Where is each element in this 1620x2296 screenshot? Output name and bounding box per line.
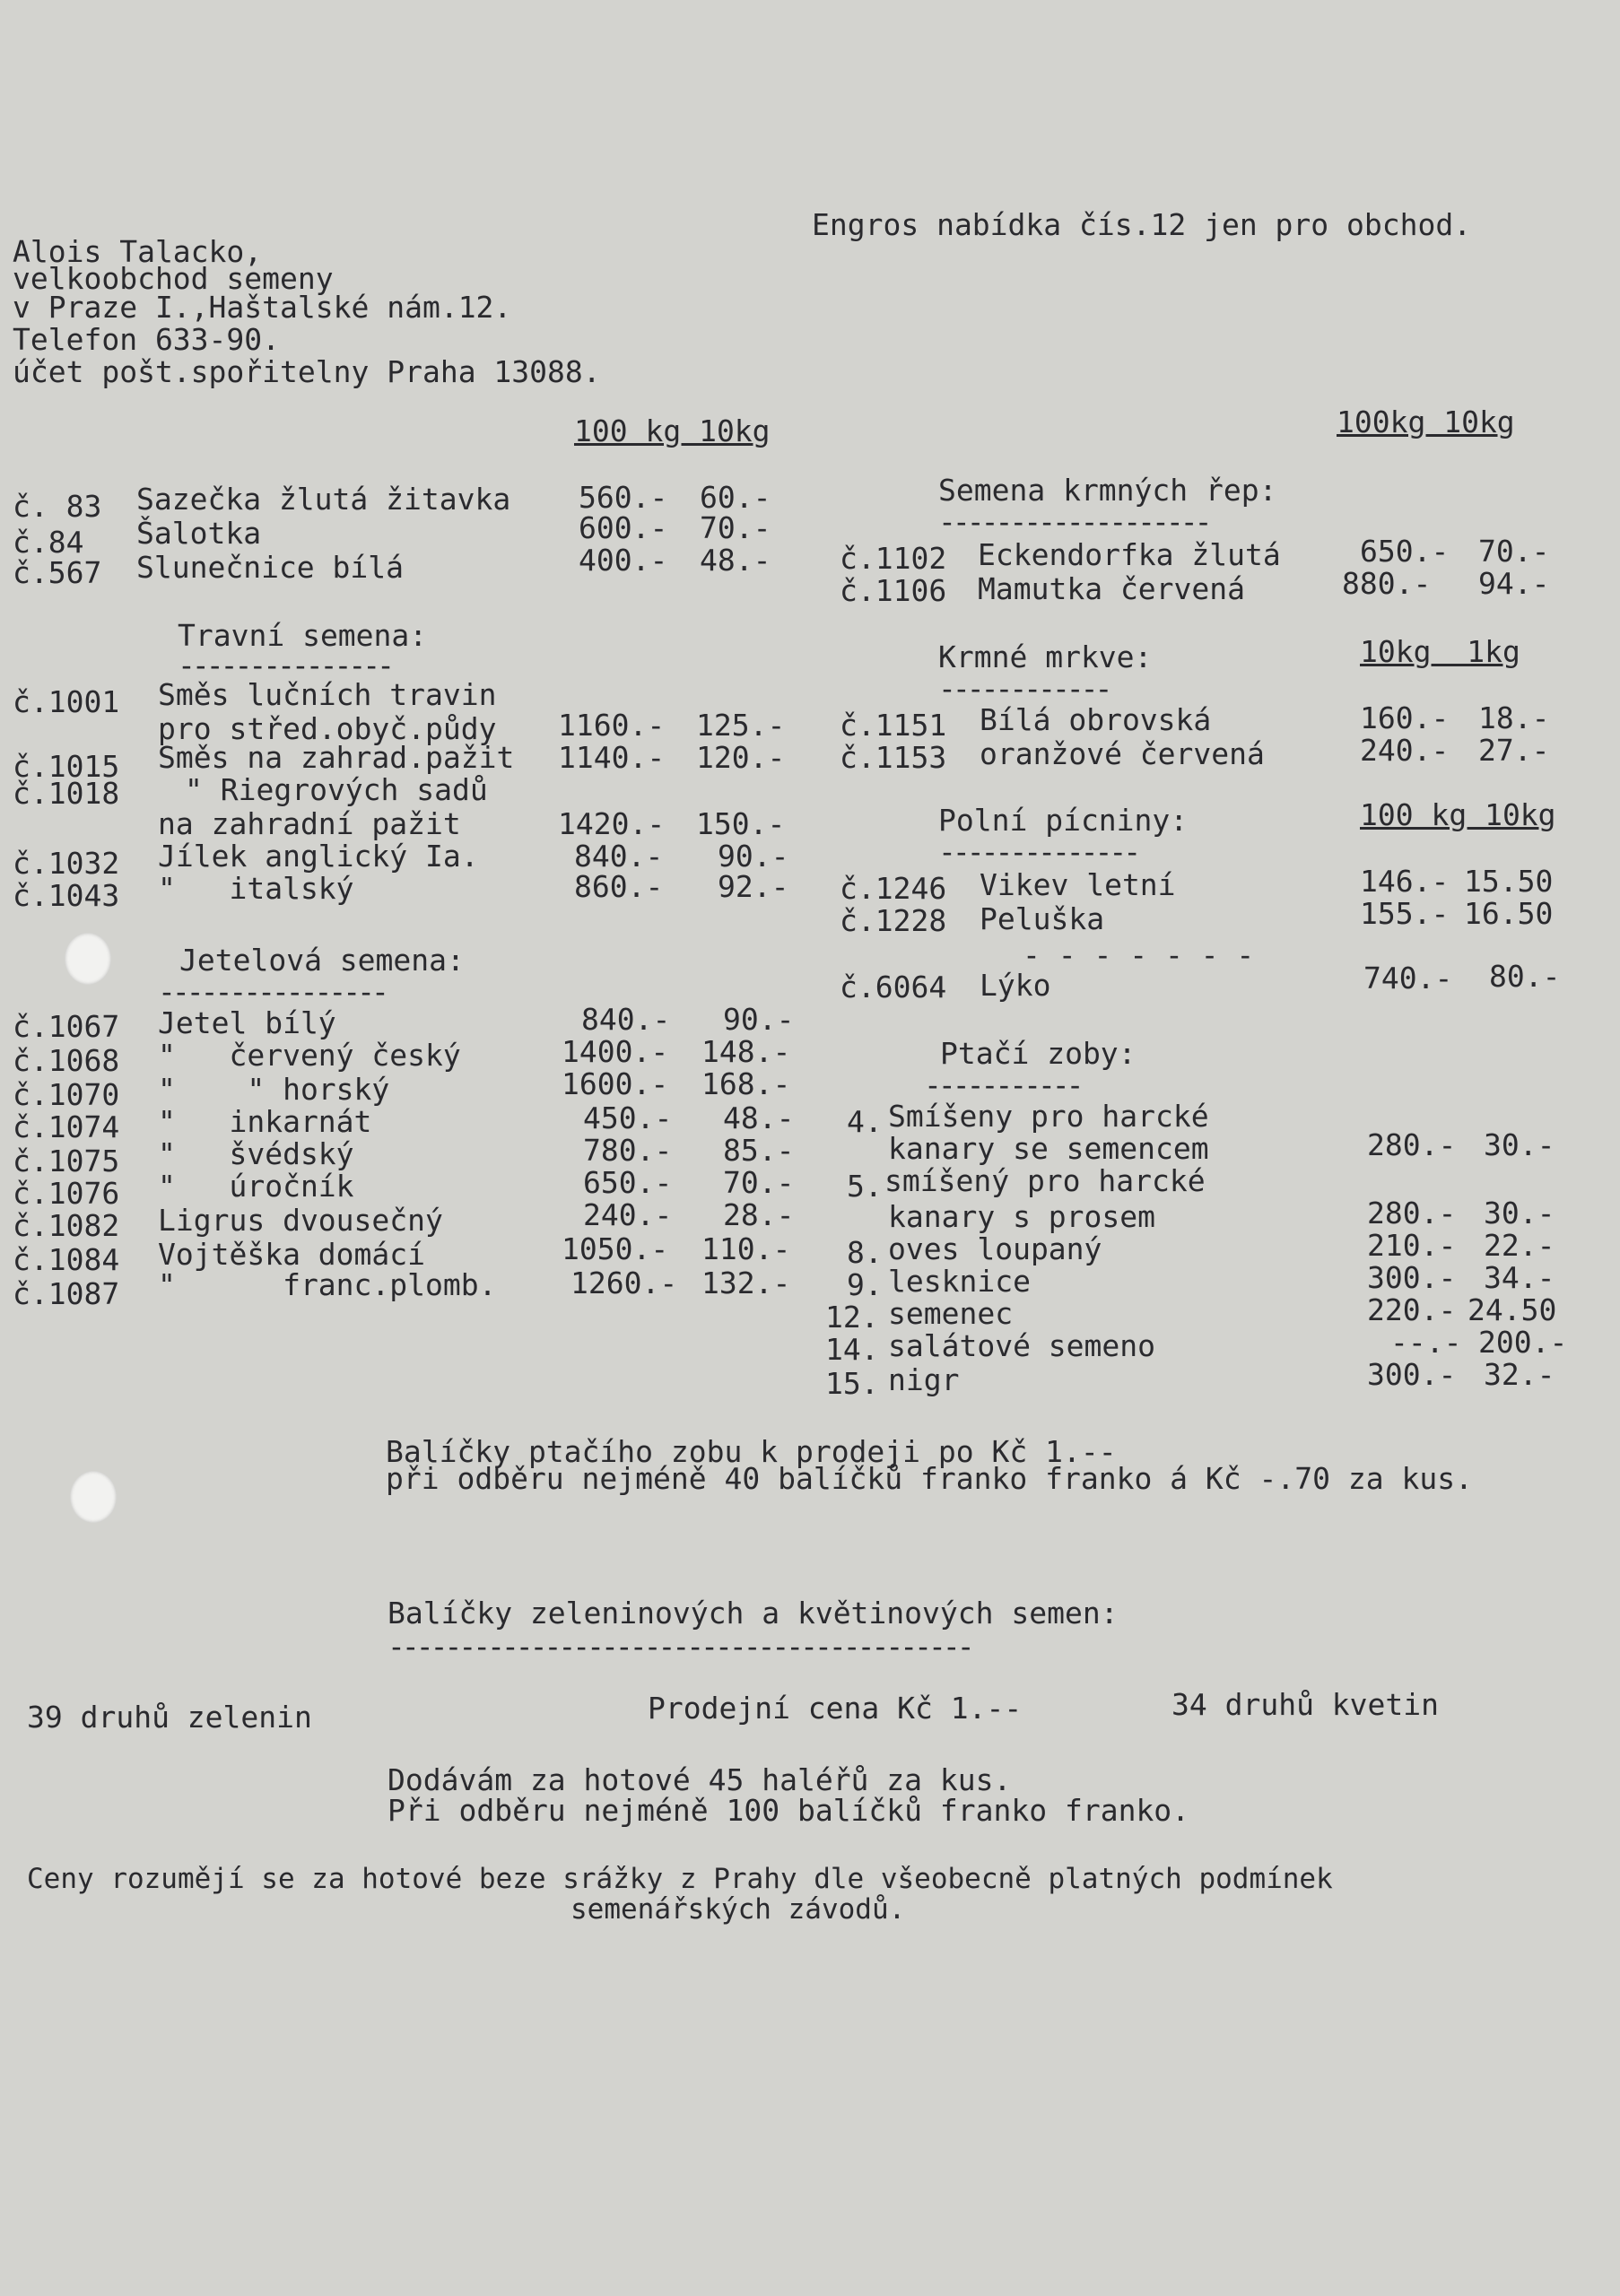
item-no: č.1106 (840, 573, 947, 608)
item-p100: 860.- (574, 869, 664, 904)
item-p10: 60.- (700, 480, 771, 515)
item-p10: 16.50 (1464, 896, 1554, 931)
item-p100: 450.- (583, 1100, 673, 1135)
item-no: 14. (825, 1332, 879, 1367)
item-name: kanary s prosem (888, 1199, 1156, 1234)
item-p100: 300.- (1367, 1260, 1457, 1295)
item-no: č.1087 (13, 1276, 120, 1311)
travni-title: Travní semena: (178, 618, 428, 653)
item-no: č.1067 (13, 1009, 120, 1044)
item-p10: 92.- (718, 869, 789, 904)
picniny-title: Polní pícniny: (938, 803, 1189, 838)
item-name: Sazečka žlutá žitavka (136, 482, 511, 517)
item-p100: 160.- (1360, 700, 1450, 735)
travni-rule: --------------- (178, 648, 392, 683)
mrkve-title: Krmné mrkve: (938, 639, 1153, 674)
item-no: 15. (825, 1366, 879, 1401)
item-name: Eckendorfka žlutá (978, 537, 1281, 572)
item-no: 8. (847, 1235, 883, 1270)
item-name: " červený český (158, 1038, 461, 1073)
item-no: č.1228 (840, 903, 947, 938)
item-name: oranžové červená (980, 736, 1265, 771)
item-name: " franc.plomb. (158, 1267, 497, 1302)
item-name: na zahradní pažit (158, 806, 461, 841)
left-col-header: 100 kg 10kg (574, 413, 771, 448)
item-p10: 22.- (1484, 1228, 1555, 1263)
item-p10: 150.- (696, 806, 786, 841)
item-name: Směs lučních travin (158, 677, 497, 712)
item-name: " " horský (158, 1072, 390, 1107)
item-no: 5. (847, 1169, 883, 1204)
dodavam-line-2: Při odběru nejméně 100 balíčků franko franko. (388, 1793, 1190, 1828)
picniny-separator: - - - - - - - (1023, 937, 1255, 972)
item-no: 9. (847, 1267, 883, 1302)
item-p10: 132.- (701, 1265, 791, 1300)
prodejni-cena: Prodejní cena Kč 1.-- (648, 1691, 1023, 1726)
item-no: č.1151 (840, 708, 947, 743)
item-p10: 27.- (1478, 733, 1550, 768)
item-p10: 85.- (723, 1133, 795, 1168)
balicky-zel-rule: ----------------------------------------- (388, 1629, 971, 1664)
right-col-header: 100kg 10kg (1337, 404, 1515, 439)
item-name: Smíšeny pro harcké (888, 1099, 1209, 1134)
jetel-rule: ---------------- (158, 974, 386, 1009)
item-name: Jílek anglický Ia. (158, 839, 479, 874)
item-no: č.1246 (840, 871, 947, 906)
item-no: č.1082 (13, 1208, 120, 1243)
sender-line-2: velkoobchod semeny (13, 261, 334, 296)
item-no: č.1153 (840, 740, 947, 775)
item-p10: 125.- (696, 708, 786, 743)
picniny-rule: -------------- (938, 834, 1138, 869)
item-p100: 1420.- (558, 806, 666, 841)
item-p100: 155.- (1360, 896, 1450, 931)
item-p100: 1050.- (562, 1231, 669, 1266)
item-name: Lýko (980, 968, 1051, 1003)
item-p100: 840.- (574, 839, 664, 874)
item-p10: 32.- (1484, 1357, 1555, 1392)
item-p100: 146.- (1360, 864, 1450, 899)
item-p100: 400.- (579, 543, 668, 578)
item-name: kanary se semencem (888, 1131, 1209, 1166)
item-p100: 1140.- (558, 740, 666, 775)
dodavam-line-1: Dodávám za hotové 45 haléřů za kus. (388, 1762, 1012, 1797)
item-no: č.1070 (13, 1077, 120, 1112)
item-p100: 240.- (583, 1197, 673, 1232)
mrkve-header: 10kg 1kg (1360, 634, 1520, 669)
item-p100: 1260.- (570, 1265, 678, 1300)
item-p10: 70.- (700, 510, 771, 545)
item-name: " inkarnát (158, 1104, 372, 1139)
item-p10: 30.- (1484, 1127, 1555, 1162)
item-p10: 110.- (701, 1231, 791, 1266)
item-name: Slunečnice bílá (136, 550, 405, 585)
item-p10: 148.- (701, 1034, 791, 1069)
item-p100: 240.- (1360, 733, 1450, 768)
item-name: Peluška (980, 901, 1105, 936)
item-p100: 740.- (1363, 961, 1453, 996)
krmne-repy-title: Semena krmných řep: (938, 473, 1277, 508)
item-no: č.6064 (840, 970, 947, 1004)
item-name: pro střed.obyč.půdy (158, 711, 497, 746)
item-p100: 1160.- (558, 708, 666, 743)
balicky-ptaci-line-1: Balíčky ptačího zobu k prodeji po Kč 1.-- (386, 1434, 1117, 1469)
item-p100: 840.- (581, 1002, 671, 1037)
item-name: oves loupaný (888, 1231, 1102, 1266)
ceny-line-2: semenářských závodů. (570, 1893, 906, 1926)
item-p10: 48.- (700, 543, 771, 578)
item-p10: 90.- (723, 1002, 795, 1037)
item-no: č.1068 (13, 1043, 120, 1078)
jetel-title: Jetelová semena: (179, 943, 465, 978)
item-p10: 18.- (1478, 700, 1550, 735)
item-p10: 94.- (1478, 566, 1550, 601)
ceny-line-1: Ceny rozumějí se za hotové beze srážky z Prahy dle všeobecně platných podmínek (27, 1863, 1333, 1895)
punch-hole-top (65, 933, 111, 985)
item-name: Mamutka červená (978, 571, 1246, 606)
item-name: Vojtěška domácí (158, 1237, 426, 1272)
item-name: " italský (158, 871, 354, 906)
sender-line-5: účet pošt.spořitelny Praha 13088. (13, 354, 601, 389)
sender-line-1: Alois Talacko, (13, 234, 263, 269)
item-no: č.1074 (13, 1109, 120, 1144)
item-p100: 210.- (1367, 1228, 1457, 1263)
item-name: Směs na zahrad.pažit (158, 740, 515, 775)
item-no: č.1076 (13, 1176, 120, 1211)
mrkve-rule: ------------ (938, 671, 1110, 706)
item-no: č.1001 (13, 684, 120, 719)
item-p100: 1400.- (562, 1034, 669, 1069)
item-name: smíšený pro harcké (884, 1163, 1206, 1198)
item-no: č.1015 (13, 749, 120, 784)
sender-line-3: v Praze I.,Haštalské nám.12. (13, 290, 512, 325)
item-p10: 80.- (1489, 959, 1561, 994)
item-no: č.1018 (13, 776, 120, 811)
balicky-ptaci-line-2: při odběru nejméně 40 balíčků franko franko á Kč -.70 za kus. (386, 1461, 1473, 1496)
item-p10: 48.- (723, 1100, 795, 1135)
item-no: č.1102 (840, 541, 947, 576)
item-no: č. 83 (13, 489, 102, 524)
item-no: č.84 (13, 525, 84, 560)
item-name: " Riegrových sadů (185, 772, 488, 807)
item-name: Vikev letní (980, 867, 1176, 902)
item-no: 12. (825, 1300, 879, 1335)
item-name: lesknice (888, 1264, 1031, 1299)
item-p10: 70.- (723, 1165, 795, 1200)
punch-hole-bottom (70, 1471, 117, 1523)
item-p10: 168.- (701, 1066, 791, 1101)
zoby-rule: ----------- (924, 1067, 1081, 1102)
item-p100: 600.- (579, 510, 668, 545)
item-name: Jetel bílý (158, 1005, 336, 1040)
krmne-repy-rule: ------------------- (938, 504, 1209, 539)
item-name: " švédský (158, 1136, 354, 1171)
balicky-zel-title: Balíčky zeleninových a květinových semen: (388, 1596, 1119, 1631)
item-no: č.1075 (13, 1144, 120, 1178)
sender-line-4: Telefon 633-90. (13, 322, 281, 357)
item-p100: 280.- (1367, 1127, 1457, 1162)
item-p100: 220.- (1367, 1292, 1457, 1327)
item-p100: 650.- (583, 1165, 673, 1200)
item-name: Bílá obrovská (980, 702, 1212, 737)
druhu-kvetin: 34 druhů kvetin (1171, 1687, 1440, 1722)
item-no: č.1084 (13, 1242, 120, 1277)
item-p10: 120.- (696, 740, 786, 775)
item-p10: 34.- (1484, 1260, 1555, 1295)
item-p10: 30.- (1484, 1196, 1555, 1231)
item-p100: 780.- (583, 1133, 673, 1168)
item-name: Šalotka (136, 516, 262, 551)
item-name: salátové semeno (888, 1328, 1156, 1363)
item-no: č.1043 (13, 878, 120, 913)
item-p100: 1600.- (562, 1066, 669, 1101)
picniny-header: 100 kg 10kg (1360, 797, 1556, 832)
zoby-title: Ptačí zoby: (940, 1036, 1137, 1071)
item-p10: 200.- (1478, 1325, 1568, 1360)
item-p100: --.- (1390, 1325, 1462, 1360)
item-p100: 280.- (1367, 1196, 1457, 1231)
item-name: nigr (888, 1362, 960, 1397)
item-p100: 880.- (1342, 566, 1432, 601)
item-no: 4. (847, 1104, 883, 1139)
item-p100: 300.- (1367, 1357, 1457, 1392)
item-p10: 90.- (718, 839, 789, 874)
item-p10: 24.50 (1468, 1292, 1557, 1327)
item-p100: 560.- (579, 480, 668, 515)
offer-title: Engros nabídka čís.12 jen pro obchod. (812, 207, 1472, 242)
item-p10: 28.- (723, 1197, 795, 1232)
item-no: č.567 (13, 555, 102, 590)
item-name: semenec (888, 1296, 1014, 1331)
item-name: " úročník (158, 1169, 354, 1204)
druhu-zelenin: 39 druhů zelenin (27, 1700, 312, 1735)
item-p10: 70.- (1478, 534, 1550, 569)
item-name: Ligrus dvousečný (158, 1203, 443, 1238)
item-p10: 15.50 (1464, 864, 1554, 899)
item-no: č.1032 (13, 846, 120, 881)
item-p100: 650.- (1360, 534, 1450, 569)
